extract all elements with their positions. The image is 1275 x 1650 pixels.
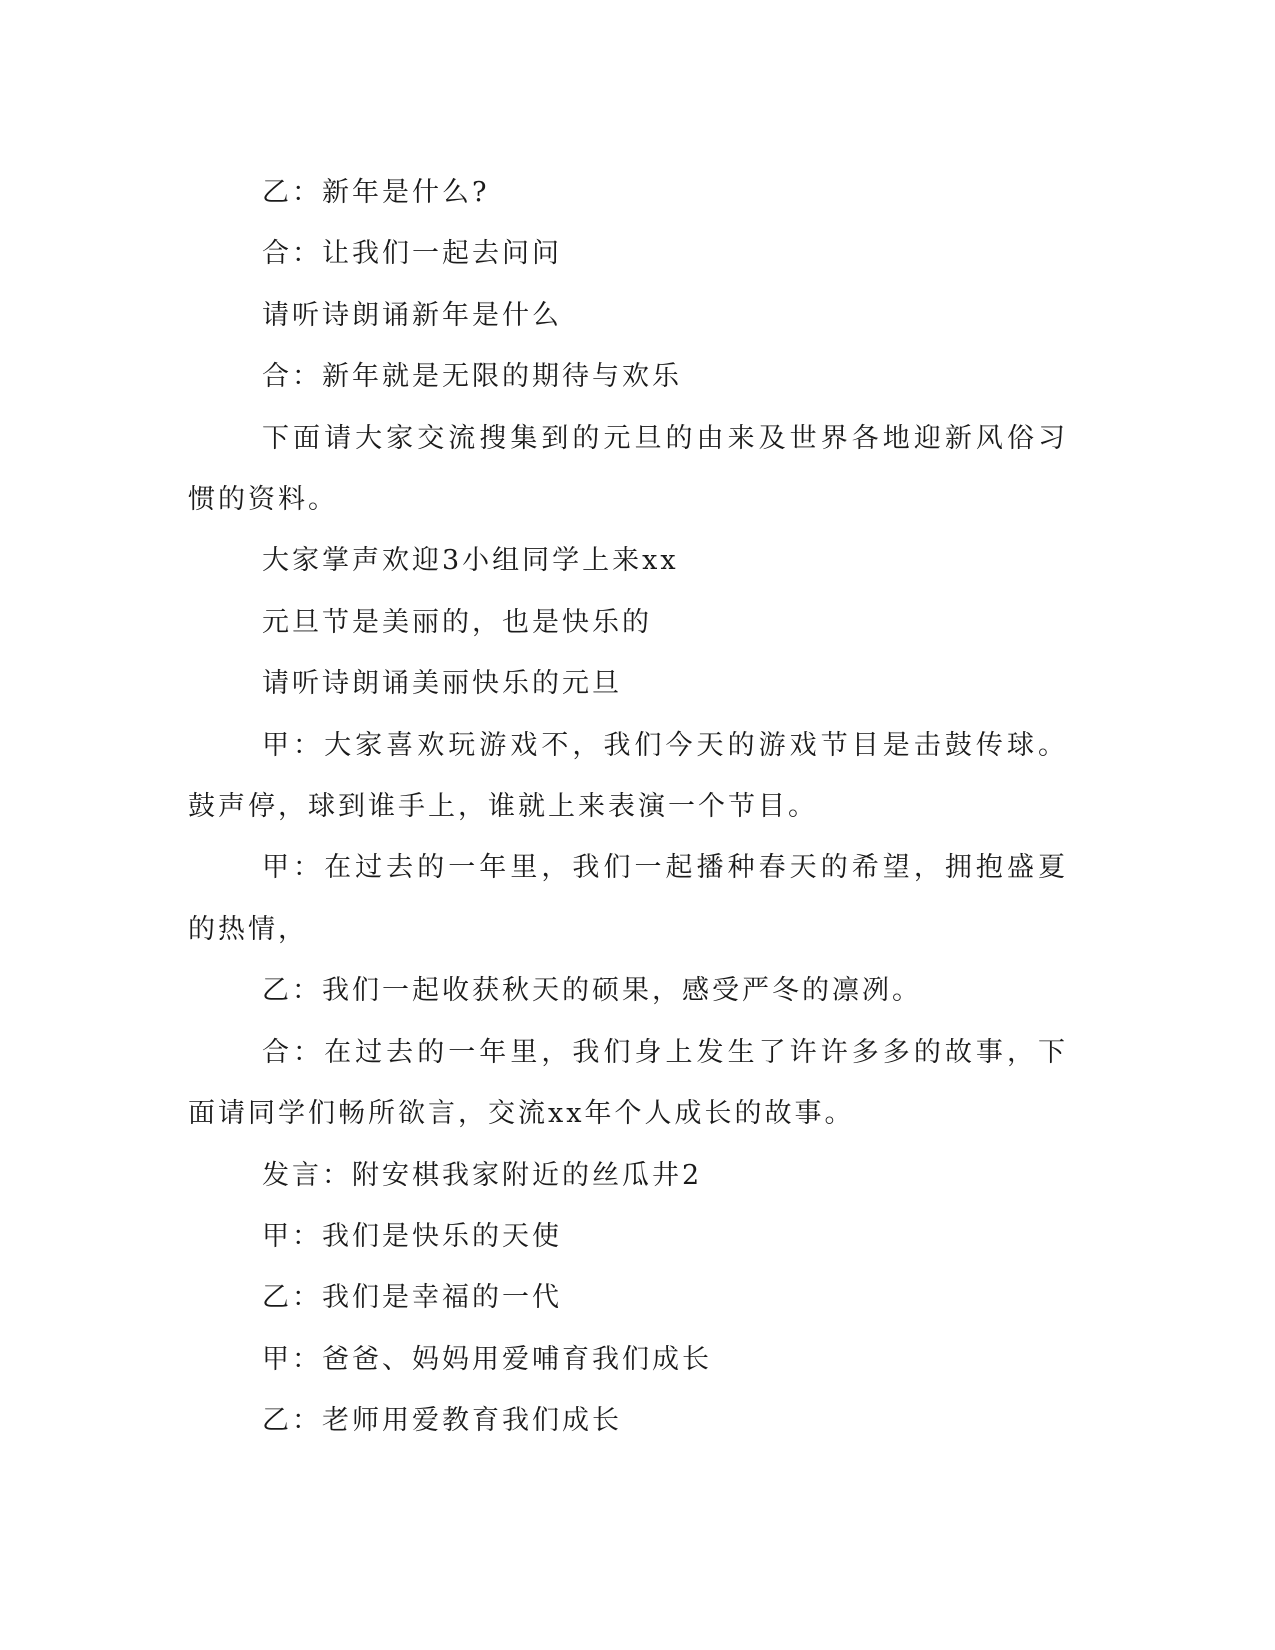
paragraph: 甲：在过去的一年里，我们一起播种春天的希望，拥抱盛夏的热情， [188, 852, 1068, 945]
paragraph: 发言：附安棋我家附近的丝瓜井2 [262, 1159, 703, 1191]
paragraph: 合：在过去的一年里，我们身上发生了许许多多的故事，下面请同学们畅所欲言，交流xx年个人成长的故事。 [188, 1036, 1068, 1130]
paragraph: 甲：大家喜欢玩游戏不，我们今天的游戏节目是击鼓传球。鼓声停，球到谁手上，谁就上来表演一个节目。 [188, 729, 1068, 823]
paragraph: 乙：新年是什么? [262, 177, 490, 208]
paragraph: 乙：老师用爱教育我们成长 [262, 1405, 622, 1437]
paragraph: 合：新年就是无限的期待与欢乐 [262, 361, 682, 393]
paragraph: 元旦节是美丽的，也是快乐的 [262, 606, 652, 638]
paragraph: 乙：我们是幸福的一代 [262, 1282, 562, 1314]
paragraph: 甲：我们是快乐的天使 [262, 1220, 562, 1252]
document-body [188, 162, 1068, 1452]
paragraph: 大家掌声欢迎3小组同学上来xx [262, 545, 679, 577]
paragraph: 下面请大家交流搜集到的元旦的由来及世界各地迎新风俗习惯的资料。 [188, 422, 1068, 516]
paragraph: 合：让我们一起去问问 [262, 238, 562, 270]
paragraph: 乙：我们一起收获秋天的硕果，感受严冬的凛冽。 [262, 975, 922, 1007]
paragraph: 请听诗朗诵美丽快乐的元旦 [262, 668, 622, 700]
paragraph: 甲：爸爸、妈妈用爱哺育我们成长 [262, 1343, 712, 1375]
paragraph: 请听诗朗诵新年是什么 [262, 299, 562, 331]
